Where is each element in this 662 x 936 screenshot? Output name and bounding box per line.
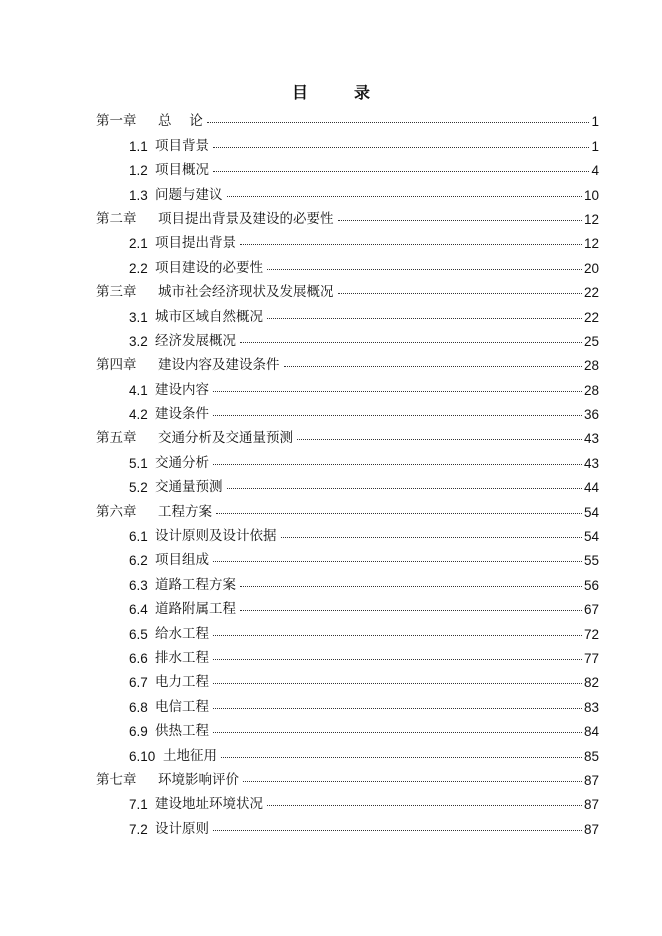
- toc-entry-label: 土地征用: [163, 747, 217, 764]
- toc-entry-label: 环境影响评价: [158, 771, 239, 788]
- toc-entry-page-number: 85: [583, 748, 599, 764]
- dot-leader: [227, 196, 582, 197]
- toc-section-entry[interactable]: [96, 154, 599, 178]
- dot-leader: [338, 293, 582, 294]
- toc-entry-number: 7.1: [129, 797, 148, 813]
- toc-section-entry[interactable]: [96, 446, 599, 470]
- toc-section-entry[interactable]: [96, 178, 599, 202]
- toc-entry-number: 第三章: [96, 284, 137, 301]
- toc-entry-label: 项目提出背景及建设的必要性: [158, 210, 334, 227]
- toc-entry-page-number: 87: [583, 821, 599, 837]
- toc-entry-page-number: 36: [583, 407, 599, 423]
- dot-leader: [213, 830, 582, 831]
- toc-entry-number: 1.2: [129, 163, 148, 179]
- toc-entry-label: 交通分析及交通量预测: [158, 430, 293, 447]
- toc-chapter-entry[interactable]: [96, 495, 599, 519]
- toc-entry-number: 3.2: [129, 333, 148, 349]
- toc-entry-label: 项目提出背景: [155, 235, 236, 252]
- toc-section-entry[interactable]: [96, 739, 599, 763]
- toc-entry-number: 第五章: [96, 430, 137, 447]
- toc-entry-page-number: 28: [583, 382, 599, 398]
- toc-entry-page-number: 87: [583, 772, 599, 788]
- toc-entry-page-number: 54: [583, 529, 599, 545]
- dot-leader: [221, 757, 582, 758]
- toc-entry-number: 3.1: [129, 309, 148, 325]
- dot-leader: [240, 610, 582, 611]
- toc-entry-number: 4.1: [129, 382, 148, 398]
- toc-entry-label: 电信工程: [155, 698, 209, 715]
- toc-entry-label: 供热工程: [155, 723, 209, 740]
- toc-entry-number: 4.2: [129, 407, 148, 423]
- toc-entry-number: 第四章: [96, 357, 137, 374]
- toc-entry-page-number: 82: [583, 675, 599, 691]
- toc-entry-label: 工程方案: [158, 503, 212, 520]
- toc-entry-page-number: 67: [583, 602, 599, 618]
- toc-entry-page-number: 28: [583, 358, 599, 374]
- toc-section-entry[interactable]: [96, 788, 599, 812]
- toc-section-entry[interactable]: [96, 471, 599, 495]
- title-char-1: 目: [291, 83, 308, 102]
- toc-entry-page-number: 22: [583, 309, 599, 325]
- toc-section-entry[interactable]: [96, 398, 599, 422]
- toc-entry-page-number: 1: [591, 138, 599, 154]
- dot-leader: [240, 342, 582, 343]
- toc-entry-label: 项目背景: [155, 137, 209, 154]
- toc-entry-label: 排水工程: [155, 649, 209, 666]
- toc-entry-label: 项目概况: [155, 162, 209, 179]
- toc-entry-label: 项目组成: [155, 552, 209, 569]
- toc-entry-number: 5.1: [129, 455, 148, 471]
- toc-entry-page-number: 43: [583, 455, 599, 471]
- dot-leader: [213, 659, 582, 660]
- toc-entry-label: 电力工程: [155, 674, 209, 691]
- toc-section-entry[interactable]: [96, 666, 599, 690]
- toc-entry-label: 设计原则及设计依据: [155, 528, 277, 545]
- toc-entry-label: 设计原则: [155, 820, 209, 837]
- dot-leader: [267, 318, 582, 319]
- toc-entry-number: 2.2: [129, 260, 148, 276]
- toc-entry-label: 交通量预测: [155, 479, 223, 496]
- toc-chapter-entry[interactable]: [96, 203, 599, 227]
- toc-chapter-entry[interactable]: [96, 276, 599, 300]
- toc-entry-page-number: 84: [583, 724, 599, 740]
- dot-leader: [281, 537, 582, 538]
- toc-entry-page-number: 55: [583, 553, 599, 569]
- dot-leader: [213, 683, 582, 684]
- dot-leader: [213, 464, 582, 465]
- toc-entry-number: 6.7: [129, 675, 148, 691]
- dot-leader: [213, 708, 582, 709]
- toc-entry-page-number: 20: [583, 260, 599, 276]
- toc-entry-number: 6.9: [129, 724, 148, 740]
- dot-leader: [213, 732, 582, 733]
- toc-entry-label: 建设地址环境状况: [155, 796, 263, 813]
- toc-entry-number: 6.4: [129, 602, 148, 618]
- toc-entry-number: 6.1: [129, 529, 148, 545]
- toc-entry-label: 建设内容: [155, 381, 209, 398]
- toc-entry-label: 城市区域自然概况: [155, 308, 263, 325]
- toc-entry-page-number: 72: [583, 626, 599, 642]
- toc-entry-number: 6.8: [129, 699, 148, 715]
- toc-entry-label: 给水工程: [155, 625, 209, 642]
- toc-entry-number: 6.6: [129, 650, 148, 666]
- toc-entry-page-number: 83: [583, 699, 599, 715]
- dot-leader: [213, 415, 582, 416]
- toc-section-entry[interactable]: [96, 325, 599, 349]
- toc-entry-label: 建设内容及建设条件: [158, 357, 280, 374]
- toc-section-entry[interactable]: [96, 129, 599, 153]
- toc-section-entry[interactable]: [96, 373, 599, 397]
- dot-leader: [240, 244, 582, 245]
- toc-section-entry[interactable]: [96, 300, 599, 324]
- dot-leader: [213, 561, 582, 562]
- toc-entry-label: 道路附属工程: [155, 601, 236, 618]
- dot-leader: [267, 269, 582, 270]
- dot-leader: [213, 147, 589, 148]
- toc-entry-number: 6.5: [129, 626, 148, 642]
- dot-leader: [240, 586, 582, 587]
- dot-leader: [267, 805, 582, 806]
- toc-entry-label: 城市社会经济现状及发展概况: [158, 284, 334, 301]
- toc-entry-page-number: 54: [583, 504, 599, 520]
- toc-entry-page-number: 22: [583, 285, 599, 301]
- toc-entry-label: 道路工程方案: [155, 576, 236, 593]
- toc-entry-page-number: 77: [583, 650, 599, 666]
- dot-leader: [284, 366, 582, 367]
- toc-entry-number: 6.10: [129, 748, 156, 764]
- dot-leader: [213, 635, 582, 636]
- toc-entry-label: 交通分析: [155, 454, 209, 471]
- toc-entry-number: 6.3: [129, 577, 148, 593]
- toc-chapter-entry[interactable]: [96, 764, 599, 788]
- toc-entry-number: 7.2: [129, 821, 148, 837]
- toc-section-entry[interactable]: [96, 227, 599, 251]
- toc-entry-number: 第七章: [96, 771, 137, 788]
- toc-entry-page-number: 4: [591, 163, 599, 179]
- dot-leader: [297, 439, 582, 440]
- toc-entry-number: 6.2: [129, 553, 148, 569]
- toc-entry-page-number: 87: [583, 797, 599, 813]
- dot-leader: [213, 391, 582, 392]
- toc-section-entry[interactable]: [96, 617, 599, 641]
- toc-section-entry[interactable]: [96, 593, 599, 617]
- dot-leader: [338, 220, 582, 221]
- toc-entry-page-number: 12: [583, 211, 599, 227]
- toc-entry-page-number: 43: [583, 431, 599, 447]
- page-title: [0, 80, 662, 103]
- toc-entry-number: 第一章: [96, 113, 137, 130]
- toc-chapter-entry[interactable]: [96, 422, 599, 446]
- toc-entry-number: 1.1: [129, 138, 148, 154]
- toc-entry-page-number: 25: [583, 333, 599, 349]
- table-of-contents: [96, 105, 599, 837]
- toc-entry-label: 建设条件: [155, 406, 209, 423]
- toc-entry-number: 5.2: [129, 480, 148, 496]
- toc-entry-label: 项目建设的必要性: [155, 259, 263, 276]
- dot-leader: [227, 488, 582, 489]
- toc-chapter-entry[interactable]: [96, 349, 599, 373]
- toc-entry-number: 2.1: [129, 236, 148, 252]
- toc-entry-label: 问题与建议: [155, 186, 223, 203]
- toc-section-entry[interactable]: [96, 520, 599, 544]
- toc-entry-page-number: 10: [583, 187, 599, 203]
- toc-section-entry[interactable]: [96, 544, 599, 568]
- toc-entry-number: 1.3: [129, 187, 148, 203]
- dot-leader: [207, 122, 590, 123]
- toc-section-entry[interactable]: [96, 642, 599, 666]
- title-char-2: 录: [354, 83, 371, 102]
- toc-entry-label: 经济发展概况: [155, 332, 236, 349]
- toc-section-entry[interactable]: [96, 251, 599, 275]
- dot-leader: [216, 513, 582, 514]
- toc-entry-number: 第二章: [96, 210, 137, 227]
- toc-entry-label: 总 论: [158, 113, 203, 130]
- toc-entry-page-number: 1: [591, 114, 599, 130]
- toc-chapter-entry[interactable]: [96, 105, 599, 129]
- toc-entry-page-number: 44: [583, 480, 599, 496]
- toc-entry-number: 第六章: [96, 503, 137, 520]
- toc-section-entry[interactable]: [96, 812, 599, 836]
- toc-entry-page-number: 12: [583, 236, 599, 252]
- toc-section-entry[interactable]: [96, 715, 599, 739]
- toc-section-entry[interactable]: [96, 568, 599, 592]
- toc-section-entry[interactable]: [96, 690, 599, 714]
- dot-leader: [243, 781, 582, 782]
- dot-leader: [213, 171, 589, 172]
- toc-entry-page-number: 56: [583, 577, 599, 593]
